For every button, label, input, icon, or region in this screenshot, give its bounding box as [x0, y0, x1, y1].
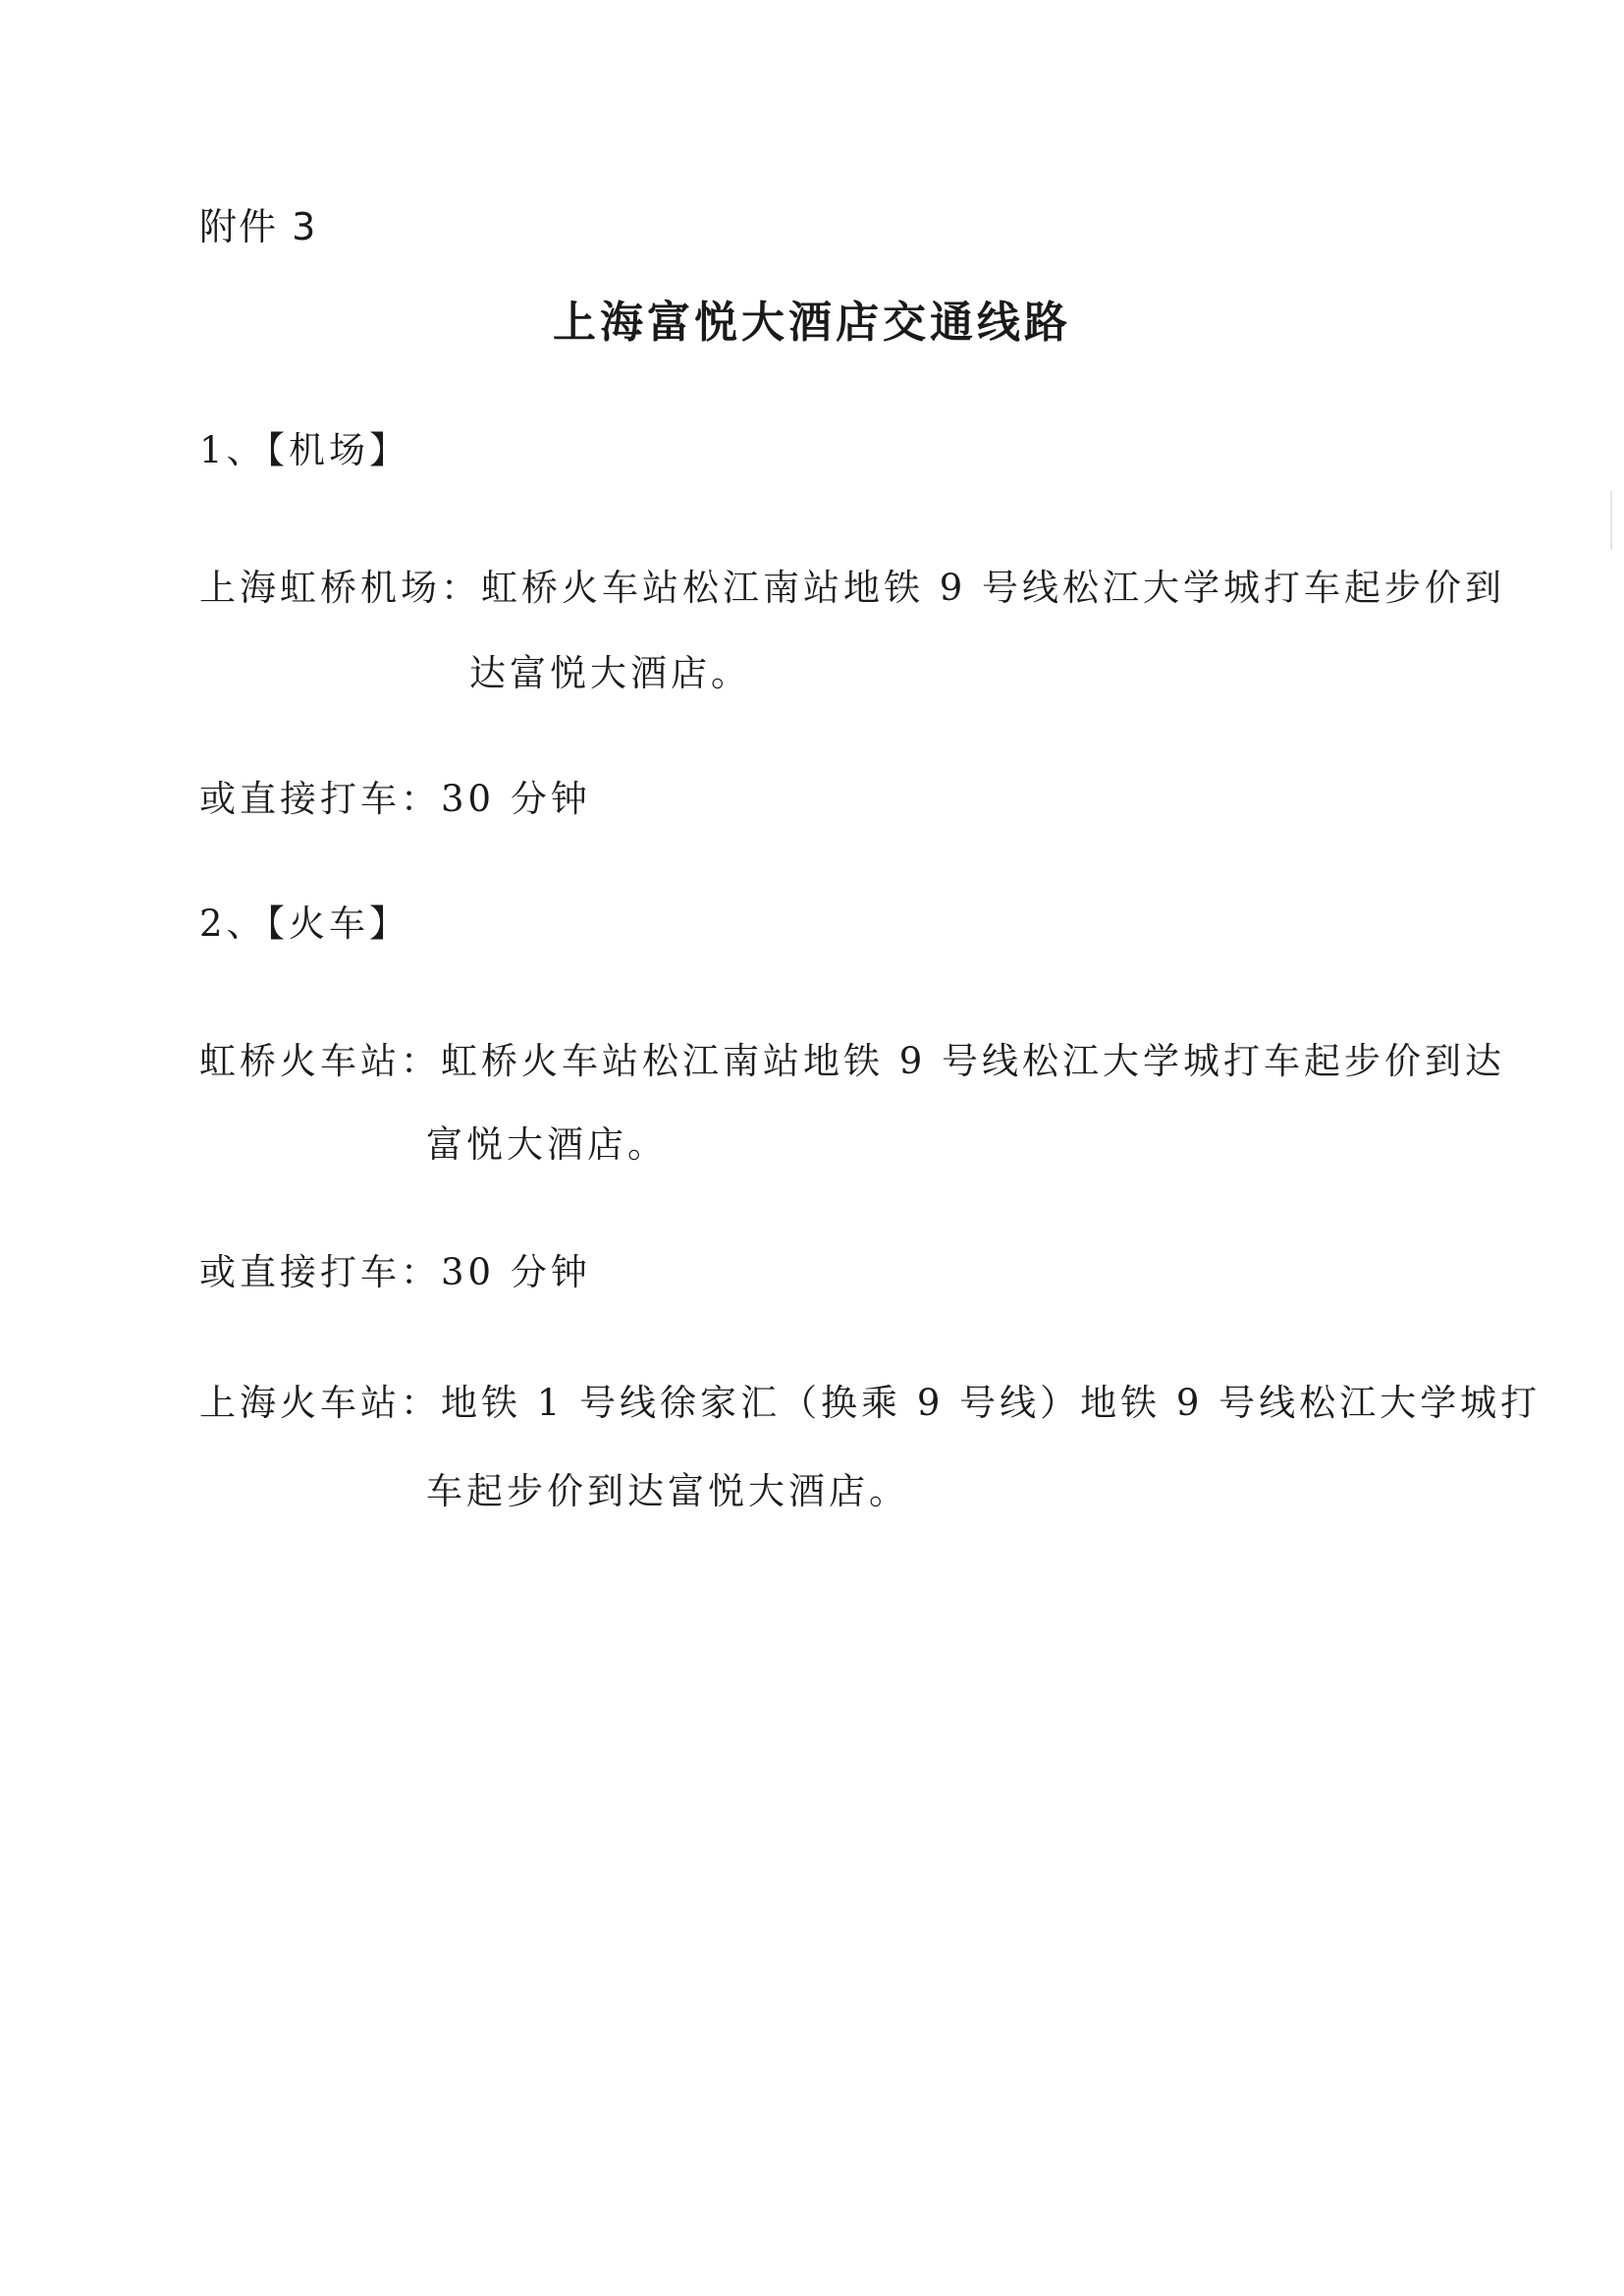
- route-shanghai-station-line1: 上海火车站：地铁 1 号线徐家汇（换乘 9 号线）地铁 9 号线松江大学城打: [199, 1382, 1542, 1424]
- route-hongqiao-station-line2: 富悦大酒店。: [426, 1123, 668, 1166]
- route-shanghai-station-line2: 车起步价到达富悦大酒店。: [426, 1470, 909, 1512]
- attachment-label: 附件 3: [199, 205, 318, 248]
- route-hongqiao-airport-line2: 达富悦大酒店。: [469, 652, 751, 694]
- route-airport-taxi: 或直接打车：30 分钟: [199, 778, 591, 820]
- route-hongqiao-station-line1: 虹桥火车站：虹桥火车站松江南站地铁 9 号线松江大学城打车起步价到达: [199, 1040, 1506, 1082]
- page-title: 上海富悦大酒店交通线路: [553, 298, 1071, 348]
- scan-artifact: [1610, 491, 1612, 550]
- route-train-taxi: 或直接打车：30 分钟: [199, 1251, 591, 1293]
- section-heading-airport: 1、【机场】: [199, 429, 410, 471]
- route-hongqiao-airport-line1: 上海虹桥机场：虹桥火车站松江南站地铁 9 号线松江大学城打车起步价到: [199, 567, 1506, 609]
- section-heading-train: 2、【火车】: [199, 902, 410, 945]
